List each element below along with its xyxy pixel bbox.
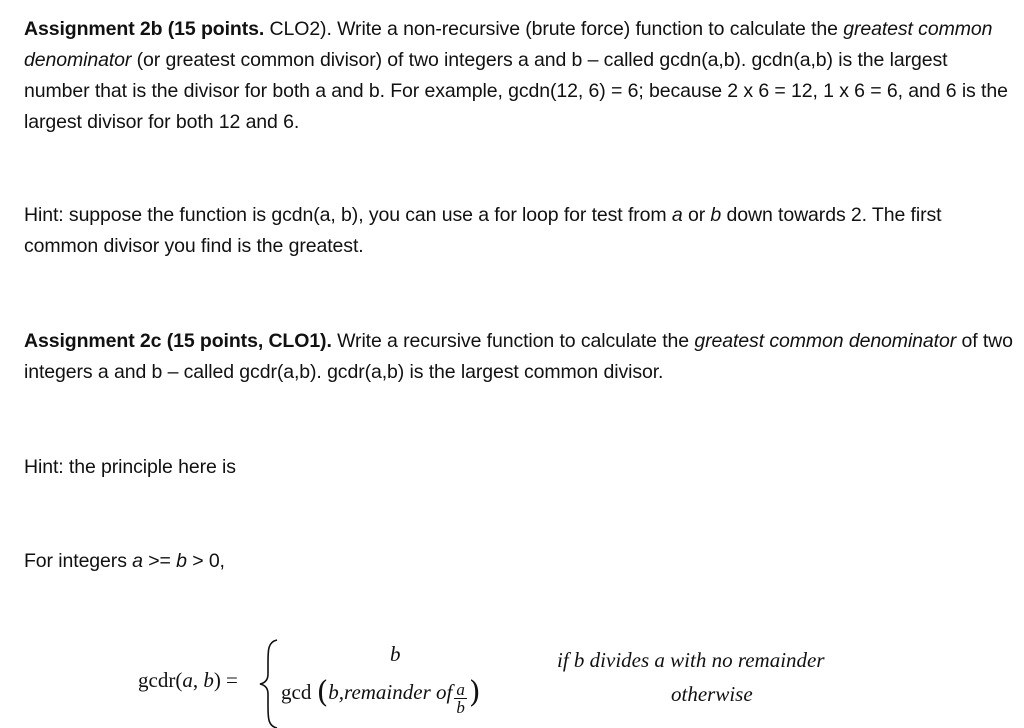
integers-middle: >= bbox=[142, 550, 177, 572]
integers-prefix: For integers bbox=[24, 550, 133, 572]
integers-suffix: > 0, bbox=[186, 550, 225, 572]
formula-lhs-comma: , bbox=[192, 668, 204, 692]
formula-case2-text: remainder of bbox=[344, 680, 453, 704]
assignment-2b-text-2: (or greatest common divisor) of two integers a and b – called gcdn(a,b). gcdn(a,b) is the largest number that is the divisor for both a and b. For example, gcdn(12, 6) = 6; because 2 x 6 = 12, 1 x 6 = 6, and 6 is the largest divisor for both 12 and 6. bbox=[24, 49, 1008, 133]
fraction-denominator: b bbox=[456, 698, 465, 717]
assignment-2c-term: greatest common denominator bbox=[694, 330, 957, 352]
close-paren-icon: ) bbox=[468, 675, 481, 710]
hint-2b-text-2: or bbox=[682, 204, 711, 226]
formula-condition-1: if b divides a with no remainder bbox=[557, 648, 825, 672]
formula-case2-b: b, bbox=[328, 680, 345, 704]
formula-condition-2: otherwise bbox=[671, 682, 753, 706]
formula-case2 bbox=[281, 675, 481, 716]
fraction-numerator: a bbox=[456, 680, 465, 699]
hint-2c-text: Hint: the principle here is bbox=[24, 456, 236, 478]
assignment-2b-text-1: Write a non-recursive (brute force) function to calculate the bbox=[331, 18, 844, 40]
formula-lhs-b: b bbox=[203, 668, 214, 692]
assignment-2b-term: greatest common denominator bbox=[24, 18, 993, 71]
integers-line bbox=[24, 546, 1014, 577]
formula-fraction bbox=[454, 681, 467, 716]
formula-case1-value: b bbox=[390, 642, 401, 666]
formula-lhs bbox=[138, 668, 238, 693]
hint-2c-paragraph bbox=[24, 452, 1014, 483]
assignment-2c-title: Assignment 2c (15 points, CLO1). bbox=[24, 330, 332, 352]
assignment-2c-text-1: Write a recursive function to calculate the bbox=[331, 330, 695, 352]
hint-2b-var-b: b bbox=[710, 204, 722, 226]
open-paren-icon: ( bbox=[316, 675, 329, 710]
formula-lhs-a: a bbox=[182, 668, 193, 692]
assignment-2b-paragraph bbox=[24, 14, 1014, 138]
formula-lhs-close: ) = bbox=[213, 668, 238, 692]
formula-case2-func: gcd bbox=[281, 680, 312, 704]
assignment-2b-clo: CLO2). bbox=[264, 18, 332, 40]
hint-2b-text-3: down towards 2. The first common divisor you find is the greatest. bbox=[24, 204, 942, 257]
hint-2b-var-a: a bbox=[671, 204, 683, 226]
left-brace-icon bbox=[257, 638, 283, 728]
hint-2b-paragraph bbox=[24, 200, 1014, 262]
assignment-2c-text-2: of two integers a and b – called gcdr(a,b). gcdr(a,b) is the largest common divisor. bbox=[24, 330, 1013, 383]
formula-lhs-func: gcdr( bbox=[138, 668, 183, 692]
integers-var-b: b bbox=[176, 550, 187, 572]
assignment-2b-title: Assignment 2b (15 points. bbox=[24, 18, 265, 40]
integers-var-a: a bbox=[132, 550, 143, 572]
gcdr-formula bbox=[0, 630, 1024, 725]
assignment-2c-paragraph bbox=[24, 326, 1014, 388]
hint-2b-text-1: Hint: suppose the function is gcdn(a, b), you can use a for loop for test from bbox=[24, 204, 672, 226]
